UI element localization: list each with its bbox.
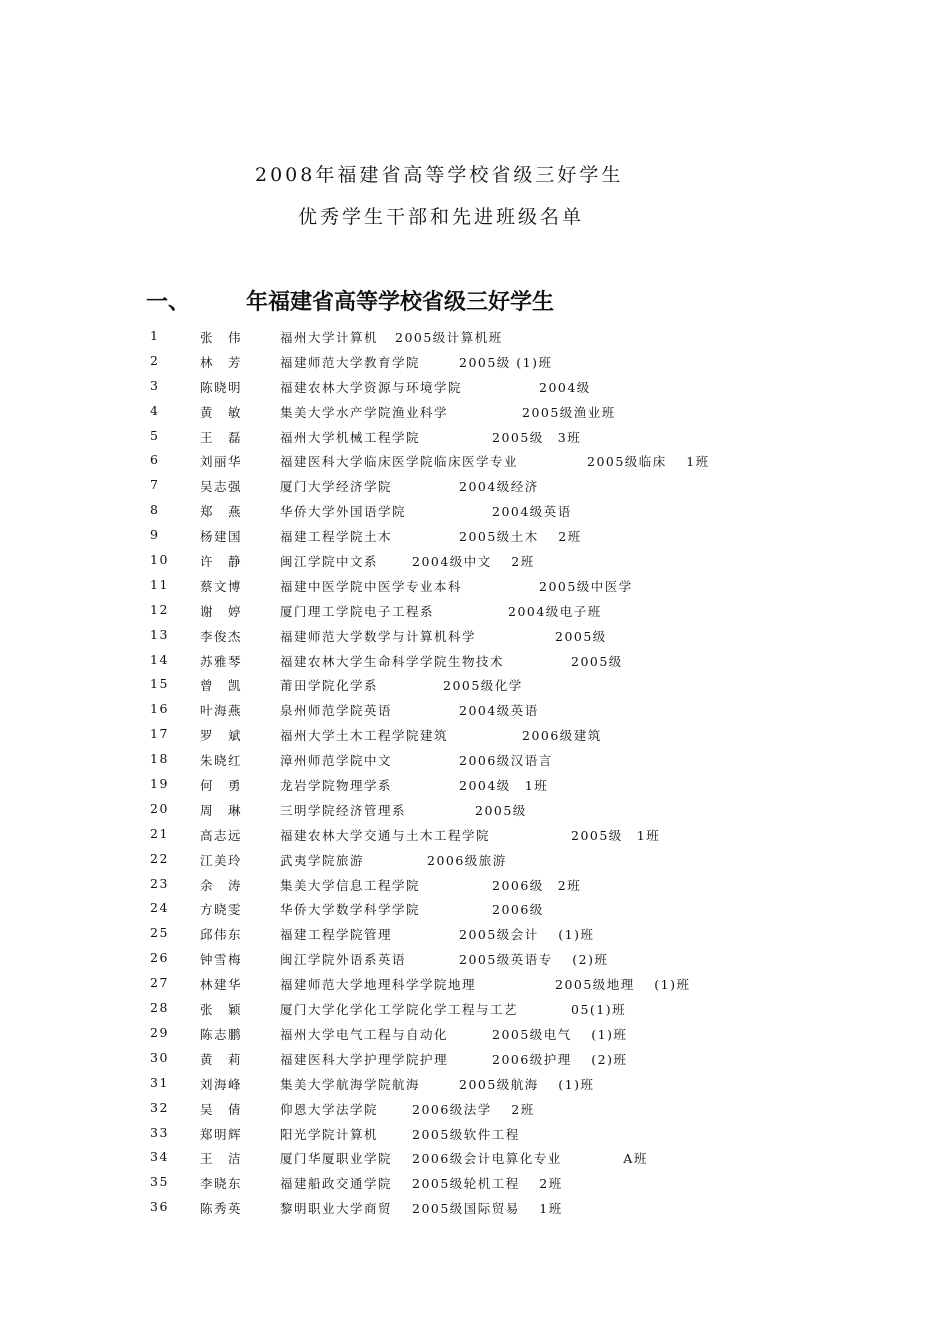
list-item	[150, 474, 910, 499]
student-class: 2005级 1班	[571, 827, 661, 843]
student-number: 35	[150, 1174, 169, 1190]
list-item	[150, 848, 910, 873]
list-item	[150, 1022, 910, 1047]
student-name: 林建华	[200, 977, 243, 993]
student-school: 福建农林大学交通与土木工程学院	[280, 827, 491, 843]
student-school: 福建师范大学教育学院	[280, 354, 421, 370]
list-item	[150, 1122, 910, 1147]
student-class: 2005级	[555, 628, 607, 644]
student-school: 集美大学航海学院航海	[280, 1076, 421, 1092]
list-item	[150, 673, 910, 698]
student-school: 集美大学水产学院渔业科学	[280, 404, 449, 420]
student-class: 2005级 (1)班	[459, 354, 553, 370]
student-class: 2006级建筑	[522, 728, 602, 744]
student-school: 仰恩大学法学院	[280, 1101, 379, 1117]
student-number: 32	[150, 1099, 169, 1115]
student-name: 王 洁	[200, 1151, 243, 1167]
student-school: 福建医科大学临床医学院临床医学专业	[280, 454, 519, 470]
student-school: 福建师范大学数学与计算机科学	[280, 628, 477, 644]
student-number: 31	[150, 1074, 169, 1090]
student-school: 福州大学计算机	[280, 330, 379, 345]
list-item	[150, 375, 910, 400]
student-school: 厦门理工学院电子工程系	[280, 603, 435, 619]
student-school: 厦门大学经济学院	[280, 479, 393, 495]
list-item	[150, 1097, 910, 1122]
list-item	[150, 350, 910, 375]
student-class: 2004级	[539, 379, 591, 395]
student-number: 20	[150, 800, 169, 816]
student-list	[150, 325, 910, 1221]
student-name: 黄 敏	[200, 404, 243, 420]
student-school: 黎明职业大学商贸	[280, 1201, 393, 1217]
student-class: 2005级	[571, 653, 623, 669]
student-name: 张 颖	[200, 1002, 243, 1018]
student-number: 3	[150, 377, 160, 393]
student-name: 陈晓明	[200, 379, 243, 395]
list-item	[150, 698, 910, 723]
student-number: 11	[150, 576, 169, 592]
student-school: 厦门大学化学化工学院化学工程与工艺	[280, 1002, 519, 1018]
student-number: 5	[150, 427, 160, 443]
student-name: 罗 斌	[200, 728, 243, 744]
student-class: 2006级法学 2班	[412, 1101, 535, 1117]
student-name: 钟雪梅	[200, 952, 243, 968]
student-name: 邱伟东	[200, 927, 243, 943]
student-school: 华侨大学外国语学院	[280, 504, 407, 520]
section-title: 年福建省高等学校省级三好学生	[246, 290, 555, 315]
student-name: 许 静	[200, 554, 243, 570]
list-item	[150, 425, 910, 450]
list-item	[150, 1072, 910, 1097]
student-class: 2006级会计电算化专业 A班	[412, 1151, 648, 1167]
student-school: 福建工程学院管理	[280, 927, 393, 943]
list-item	[150, 798, 910, 823]
list-item	[150, 499, 910, 524]
student-number: 8	[150, 502, 160, 518]
list-item	[150, 723, 910, 748]
student-class: 2005级计算机班	[395, 330, 503, 345]
student-number: 27	[150, 975, 169, 991]
list-item	[150, 748, 910, 773]
list-item	[150, 1196, 910, 1221]
student-name: 李俊杰	[200, 628, 243, 644]
student-name: 谢 婷	[200, 603, 243, 619]
student-name: 蔡文博	[200, 578, 243, 594]
list-item	[150, 947, 910, 972]
list-item	[150, 449, 910, 474]
student-class: 05(1)班	[571, 1002, 627, 1018]
student-school: 福建农林大学资源与环境学院	[280, 379, 463, 395]
student-number: 16	[150, 701, 169, 717]
student-name: 刘海峰	[200, 1076, 243, 1092]
student-number: 2	[150, 352, 160, 368]
student-number: 36	[150, 1199, 169, 1215]
list-item	[150, 1171, 910, 1196]
student-class: 2006级汉语言	[459, 753, 553, 769]
list-item	[150, 549, 910, 574]
student-class: 2004级英语	[459, 703, 539, 719]
student-class: 2005级中医学	[539, 578, 633, 594]
student-name: 叶海燕	[200, 703, 243, 719]
student-school: 莆田学院化学系	[280, 678, 379, 694]
list-item	[150, 400, 910, 425]
student-class: 2005级国际贸易 1班	[412, 1201, 563, 1217]
student-name: 黄 莉	[200, 1051, 243, 1067]
student-name: 苏雅琴	[200, 653, 243, 669]
student-class: 2005级 3班	[492, 429, 582, 445]
student-name: 林 芳	[200, 354, 243, 370]
student-class: 2006级 2班	[492, 877, 582, 893]
student-number: 26	[150, 950, 169, 966]
student-name: 李晓东	[200, 1176, 243, 1192]
student-class: 2004级英语	[492, 504, 572, 520]
student-number: 18	[150, 751, 169, 767]
list-item	[150, 599, 910, 624]
student-class: 2005级电气 (1)班	[492, 1026, 628, 1042]
list-item	[150, 823, 910, 848]
student-number: 7	[150, 477, 160, 493]
student-name: 朱晓红	[200, 753, 243, 769]
student-number: 9	[150, 527, 160, 543]
student-number: 29	[150, 1024, 169, 1040]
student-name: 刘丽华	[200, 454, 243, 470]
student-class: 2004级经济	[459, 479, 539, 495]
student-class: 2004级电子班	[508, 603, 602, 619]
student-school: 泉州师范学院英语	[280, 703, 393, 719]
student-name: 吴 倩	[200, 1101, 243, 1117]
student-school: 福建船政交通学院	[280, 1176, 393, 1192]
student-number: 1	[150, 328, 160, 343]
list-item	[150, 574, 910, 599]
student-name: 陈志鹏	[200, 1026, 243, 1042]
list-item	[150, 649, 910, 674]
student-number: 28	[150, 1000, 169, 1016]
student-number: 10	[150, 552, 169, 568]
list-item	[150, 897, 910, 922]
student-school: 漳州师范学院中文	[280, 753, 393, 769]
student-number: 13	[150, 626, 169, 642]
list-item	[150, 325, 910, 350]
student-name: 曾 凯	[200, 678, 243, 694]
student-school: 福州大学电气工程与自动化	[280, 1026, 449, 1042]
student-school: 武夷学院旅游	[280, 852, 365, 868]
student-name: 张 伟	[200, 330, 243, 345]
student-name: 方晓雯	[200, 902, 243, 918]
student-name: 陈秀英	[200, 1201, 243, 1217]
student-class: 2006级护理 (2)班	[492, 1051, 628, 1067]
list-item	[150, 972, 910, 997]
document-title-line2: 优秀学生干部和先进班级名单	[298, 206, 585, 228]
list-item	[150, 873, 910, 898]
student-number: 14	[150, 651, 169, 667]
student-name: 周 琳	[200, 802, 243, 818]
student-name: 余 涛	[200, 877, 243, 893]
student-school: 福建医科大学护理学院护理	[280, 1051, 449, 1067]
student-number: 24	[150, 900, 169, 916]
student-class: 2006级旅游	[427, 852, 507, 868]
student-class: 2005级英语专 (2)班	[459, 952, 609, 968]
student-class: 2005级地理 (1)班	[555, 977, 691, 993]
student-name: 郑明辉	[200, 1126, 243, 1142]
list-item	[150, 624, 910, 649]
student-number: 4	[150, 402, 160, 418]
student-number: 34	[150, 1149, 169, 1165]
student-number: 25	[150, 925, 169, 941]
section-heading	[146, 285, 554, 316]
document-title-line1: 2008年福建省高等学校省级三好学生	[255, 164, 624, 186]
list-item	[150, 997, 910, 1022]
student-school: 阳光学院计算机	[280, 1126, 379, 1142]
student-number: 30	[150, 1049, 169, 1065]
list-item	[150, 1047, 910, 1072]
student-number: 22	[150, 850, 169, 866]
list-item	[150, 773, 910, 798]
student-number: 23	[150, 875, 169, 891]
student-number: 33	[150, 1124, 169, 1140]
student-school: 华侨大学数学科学学院	[280, 902, 421, 918]
student-class: 2005级土木 2班	[459, 529, 582, 545]
student-name: 何 勇	[200, 778, 243, 794]
student-school: 福州大学土木工程学院建筑	[280, 728, 449, 744]
student-name: 江美玲	[200, 852, 243, 868]
section-number: 一、	[146, 290, 191, 315]
student-number: 15	[150, 676, 169, 692]
student-school: 厦门华厦职业学院	[280, 1151, 393, 1167]
student-name: 杨建国	[200, 529, 243, 545]
student-class: 2005级	[475, 802, 527, 818]
student-school: 集美大学信息工程学院	[280, 877, 421, 893]
student-school: 福建工程学院土木	[280, 529, 393, 545]
student-number: 6	[150, 452, 160, 468]
student-class: 2005级会计 (1)班	[459, 927, 595, 943]
student-school: 福州大学机械工程学院	[280, 429, 421, 445]
student-number: 19	[150, 776, 169, 792]
student-school: 福建中医学院中医学专业本科	[280, 578, 463, 594]
student-class: 2004级 1班	[459, 778, 549, 794]
student-class: 2005级轮机工程 2班	[412, 1176, 563, 1192]
student-school: 三明学院经济管理系	[280, 802, 407, 818]
student-class: 2005级渔业班	[522, 404, 616, 420]
student-school: 福建师范大学地理科学学院地理	[280, 977, 477, 993]
student-school: 闽江学院中文系	[280, 554, 379, 570]
student-number: 21	[150, 825, 169, 841]
list-item	[150, 922, 910, 947]
student-name: 高志远	[200, 827, 243, 843]
student-class: 2005级航海 (1)班	[459, 1076, 595, 1092]
student-name: 吴志强	[200, 479, 243, 495]
student-class: 2005级化学	[443, 678, 523, 694]
student-class: 2005级软件工程	[412, 1126, 520, 1142]
student-number: 12	[150, 601, 169, 617]
list-item	[150, 1146, 910, 1171]
student-name: 郑 燕	[200, 504, 243, 520]
student-name: 王 磊	[200, 429, 243, 445]
student-school: 福建农林大学生命科学学院生物技术	[280, 653, 505, 669]
student-class: 2006级	[492, 902, 544, 918]
student-number: 17	[150, 726, 169, 742]
student-school: 闽江学院外语系英语	[280, 952, 407, 968]
student-class: 2005级临床 1班	[587, 454, 710, 470]
student-class: 2004级中文 2班	[412, 554, 535, 570]
student-school: 龙岩学院物理学系	[280, 778, 393, 794]
list-item	[150, 524, 910, 549]
